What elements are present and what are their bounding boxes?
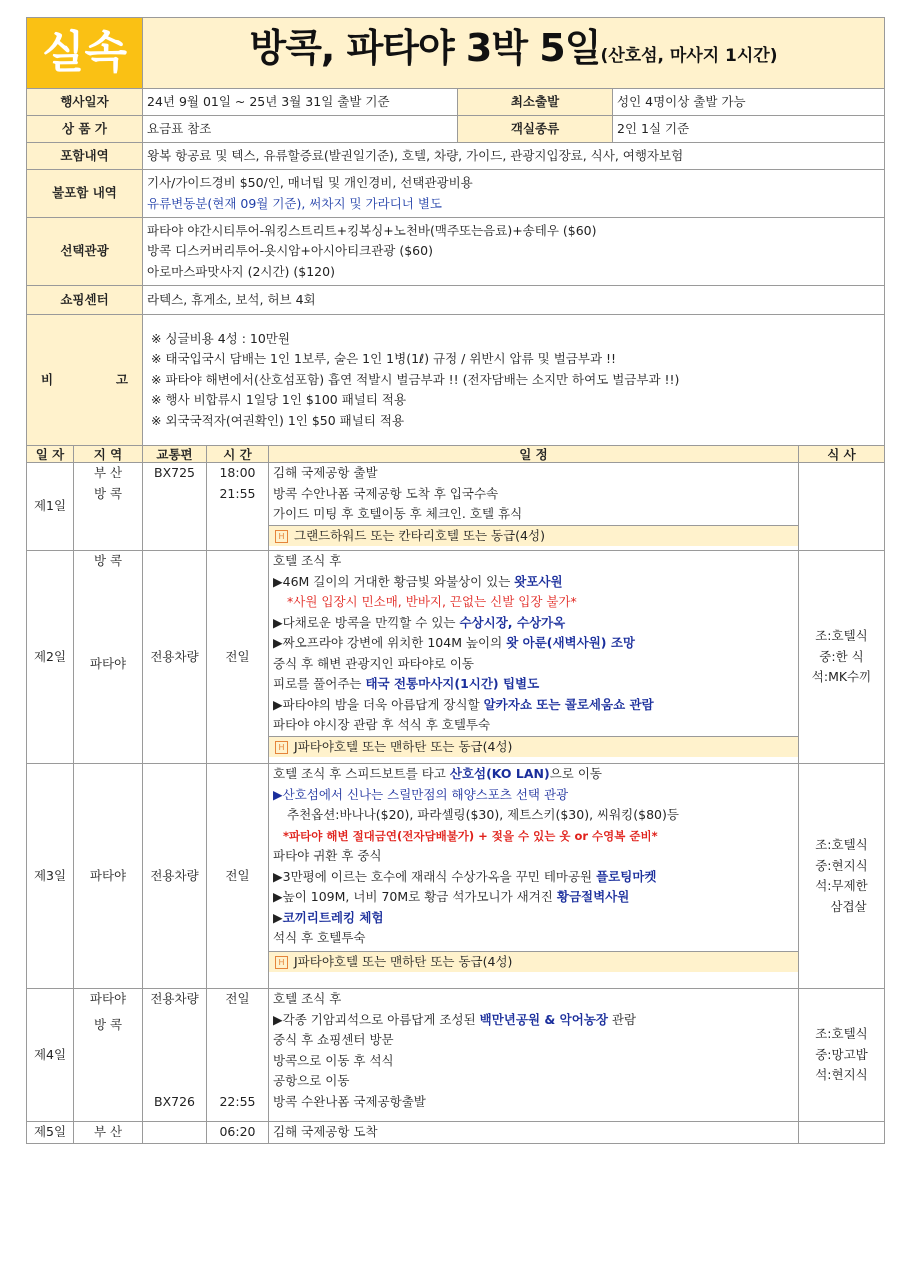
time-cell: 전일 xyxy=(207,764,269,989)
time-cell: 전일 22:55 xyxy=(207,989,269,1122)
itinerary-line: 중식 후 해변 관광지인 파타야로 이동 xyxy=(273,655,474,671)
day-row xyxy=(27,551,885,764)
itinerary-line: 김해 국제공항 출발 xyxy=(273,465,378,480)
itinerary-line: 파타야 야시장 관람 후 석식 후 호텔투숙 xyxy=(273,717,491,732)
region-cell: 부 산 방 콕 xyxy=(74,463,143,551)
transport-cell: 전용차량 BX726 xyxy=(143,989,207,1122)
itinerary-line: *파타야 해변 절대금연(전자담배불가) + 젖을 수 있는 옷 or 수영복 준비* xyxy=(283,828,658,843)
itinerary-line: 호텔 조식 후 xyxy=(273,991,342,1006)
room-type-value: 2인 1실 기준 xyxy=(613,116,885,143)
category-badge: 실속 xyxy=(27,18,143,89)
meals-cell: 조:호텔식 중:한 식 석:MK수끼 xyxy=(799,551,885,764)
itinerary-line: 추천옵션:바나나($20), 파라셀링($30), 제트스키($30), 씨워킹($80)등 xyxy=(287,807,679,822)
hotel-line: H J파타야호텔 또는 맨하탄 또는 동급(4성) xyxy=(269,951,798,973)
title-subtitle: (산호섬, 마사지 1시간) xyxy=(600,46,778,67)
region-cell: 파타야 xyxy=(74,764,143,989)
col-header-meals: 식 사 xyxy=(799,446,885,463)
col-header-transport: 교통편 xyxy=(143,446,207,463)
optional-tour-item: 파타야 야간시티투어-워킹스트리트+킹복싱+노천바(맥주또는음료)+송테우 ($60) xyxy=(147,222,597,238)
itinerary-cell: 김해 국제공항 도착 xyxy=(269,1122,799,1144)
day-label: 제3일 xyxy=(27,764,74,989)
meals-cell xyxy=(799,1122,885,1144)
hotel-line: H J파타야호텔 또는 맨하탄 또는 동급(4성) xyxy=(269,736,798,758)
hotel-icon: H xyxy=(275,530,288,543)
itinerary-line: ▶다채로운 방콕을 만끽할 수 있는 수상시장, 수상가옥 xyxy=(273,614,566,630)
min-departure-value: 성인 4명이상 출발 가능 xyxy=(613,89,885,116)
itinerary-line: 방콕 수안나폼 국제공항 도착 후 입국수속 xyxy=(273,485,499,501)
itinerary-line: ▶짜오프라야 강변에 위치한 104M 높이의 왓 아룬(새벽사원) 조망 xyxy=(273,635,635,650)
remark-item: ※ 태국입국시 담배는 1인 1보루, 술은 1인 1병(1ℓ) 규정 / 위반시 압류 및 벌금부과 !! xyxy=(151,351,617,367)
hotel-line: H 그랜드하워드 또는 칸타리호텔 또는 동급(4성) xyxy=(269,525,798,547)
page-title xyxy=(143,18,885,89)
remark-item: ※ 외국국적자(여권확인) 1인 $50 패널티 적용 xyxy=(151,412,405,428)
day-label: 제5일 xyxy=(27,1122,74,1144)
itinerary-cell xyxy=(269,551,799,764)
transport-cell: 전용차량 xyxy=(143,551,207,764)
excluded-line: 유류변동분(현재 09월 기준), 써차지 및 가라디너 별도 xyxy=(147,195,442,211)
included-value: 왕복 항공료 및 텍스, 유류할증료(발권일기준), 호텔, 차량, 가이드, 관광지입장료, 식사, 여행자보험 xyxy=(143,143,885,170)
info-table xyxy=(26,88,885,446)
itinerary-line: 가이드 미팅 후 호텔이동 후 체크인. 호텔 휴식 xyxy=(273,506,523,521)
optional-tour-label: 선택관광 xyxy=(27,218,143,286)
itinerary-line: ▶코끼리트레킹 체험 xyxy=(273,909,384,925)
remark-item: ※ 싱글비용 4성 : 10만원 xyxy=(151,330,290,346)
day-row xyxy=(27,1122,885,1144)
itinerary-line: ▶각종 기암괴석으로 아름답게 조성된 백만년공원 & 악어농장 관람 xyxy=(273,1011,637,1027)
price-value: 요금표 참조 xyxy=(143,116,458,143)
shopping-label: 쇼핑센터 xyxy=(27,286,143,315)
itinerary-line: 호텔 조식 후 xyxy=(273,553,342,568)
period-label: 행사일자 xyxy=(27,89,143,116)
itinerary-cell xyxy=(269,989,799,1122)
region-cell: 부 산 xyxy=(74,1122,143,1144)
remark-item: ※ 행사 비합류시 1일당 1인 $100 패널티 적용 xyxy=(151,392,407,408)
col-header-day: 일 자 xyxy=(27,446,74,463)
itinerary-line: 공항으로 이동 xyxy=(273,1073,350,1088)
day-row xyxy=(27,989,885,1122)
itinerary-document xyxy=(26,17,884,1144)
room-type-label: 객실종류 xyxy=(458,116,613,143)
hotel-icon: H xyxy=(275,741,288,754)
region-cell: 방 콕 파타야 xyxy=(74,551,143,764)
optional-tour-list xyxy=(143,218,885,286)
day-label: 제2일 xyxy=(27,551,74,764)
excluded-value xyxy=(143,170,885,218)
itinerary-line: ▶산호섬에서 신나는 스릴만점의 해양스포츠 선택 관광 xyxy=(273,786,569,802)
itinerary-line: 중식 후 쇼핑센터 방문 xyxy=(273,1032,394,1047)
col-header-itinerary: 일 정 xyxy=(269,446,799,463)
time-cell: 18:00 21:55 xyxy=(207,463,269,551)
itinerary-line: *사원 입장시 민소매, 반바지, 끈없는 신발 입장 불가* xyxy=(287,594,577,609)
day-label: 제4일 xyxy=(27,989,74,1122)
remarks-list xyxy=(143,315,885,446)
excluded-label: 불포함 내역 xyxy=(27,170,143,218)
title-main: 방콕, 파타야 3박 5일 xyxy=(249,26,601,71)
schedule-table xyxy=(26,445,885,1144)
period-value: 24년 9월 01일 ~ 25년 3월 31일 출발 기준 xyxy=(143,89,458,116)
optional-tour-item: 아로마스파맛사지 (2시간) ($120) xyxy=(147,263,335,279)
itinerary-line: 방콕 수완나폼 국제공항출발 xyxy=(273,1093,426,1109)
itinerary-cell xyxy=(269,764,799,989)
itinerary-line: 호텔 조식 후 스피드보트를 타고 산호섬(KO LAN)으로 이동 xyxy=(273,766,602,781)
included-label: 포함내역 xyxy=(27,143,143,170)
hotel-icon: H xyxy=(275,956,288,969)
price-label: 상 품 가 xyxy=(27,116,143,143)
day-label: 제1일 xyxy=(27,463,74,551)
remark-item: ※ 파타야 해변에서(산호섬포함) 흡연 적발시 벌금부과 !! (전자담배는 소지만 하여도 벌금부과 !!) xyxy=(151,371,680,387)
title-table xyxy=(26,17,885,89)
meals-cell: 조:호텔식 중:현지식 석:무제한 삼겹살 xyxy=(799,764,885,989)
min-departure-label: 최소출발 xyxy=(458,89,613,116)
itinerary-line: 석식 후 호텔투숙 xyxy=(273,930,366,945)
day-row xyxy=(27,463,885,551)
itinerary-cell xyxy=(269,463,799,551)
itinerary-line: ▶높이 109M, 너비 70M로 황금 석가모니가 새겨진 황금절벽사원 xyxy=(273,889,630,904)
col-header-region: 지 역 xyxy=(74,446,143,463)
remarks-label: 비 고 xyxy=(27,315,143,446)
transport-cell: BX725 xyxy=(143,463,207,551)
itinerary-line: ▶파타야의 밤을 더욱 아름답게 장식할 알카자쇼 또는 콜로세움쇼 관람 xyxy=(273,696,654,712)
day-row xyxy=(27,764,885,989)
transport-cell: 전용차량 xyxy=(143,764,207,989)
itinerary-line: ▶3만평에 이르는 호수에 재래식 수상가옥을 꾸민 테마공원 플로팅마켓 xyxy=(273,868,657,884)
meals-cell xyxy=(799,463,885,551)
transport-cell xyxy=(143,1122,207,1144)
itinerary-line: ▶46M 길이의 거대한 황금빛 와불상이 있는 왓포사원 xyxy=(273,573,563,589)
shopping-value: 라텍스, 휴게소, 보석, 허브 4회 xyxy=(143,286,885,315)
meals-cell: 조:호텔식 중:망고밥 석:현지식 xyxy=(799,989,885,1122)
region-cell: 파타야 방 콕 xyxy=(74,989,143,1122)
col-header-time: 시 간 xyxy=(207,446,269,463)
time-cell: 06:20 xyxy=(207,1122,269,1144)
time-cell: 전일 xyxy=(207,551,269,764)
itinerary-line: 방콕으로 이동 후 석식 xyxy=(273,1052,394,1068)
itinerary-line: 파타야 귀환 후 중식 xyxy=(273,848,382,863)
itinerary-line: 피로를 풀어주는 태국 전통마사지(1시간) 팁별도 xyxy=(273,676,540,691)
excluded-line: 기사/가이드경비 $50/인, 매너팁 및 개인경비, 선택관광비용 xyxy=(147,175,473,190)
optional-tour-item: 방콕 디스커버리투어-욧시암+아시아티크관광 ($60) xyxy=(147,243,433,259)
